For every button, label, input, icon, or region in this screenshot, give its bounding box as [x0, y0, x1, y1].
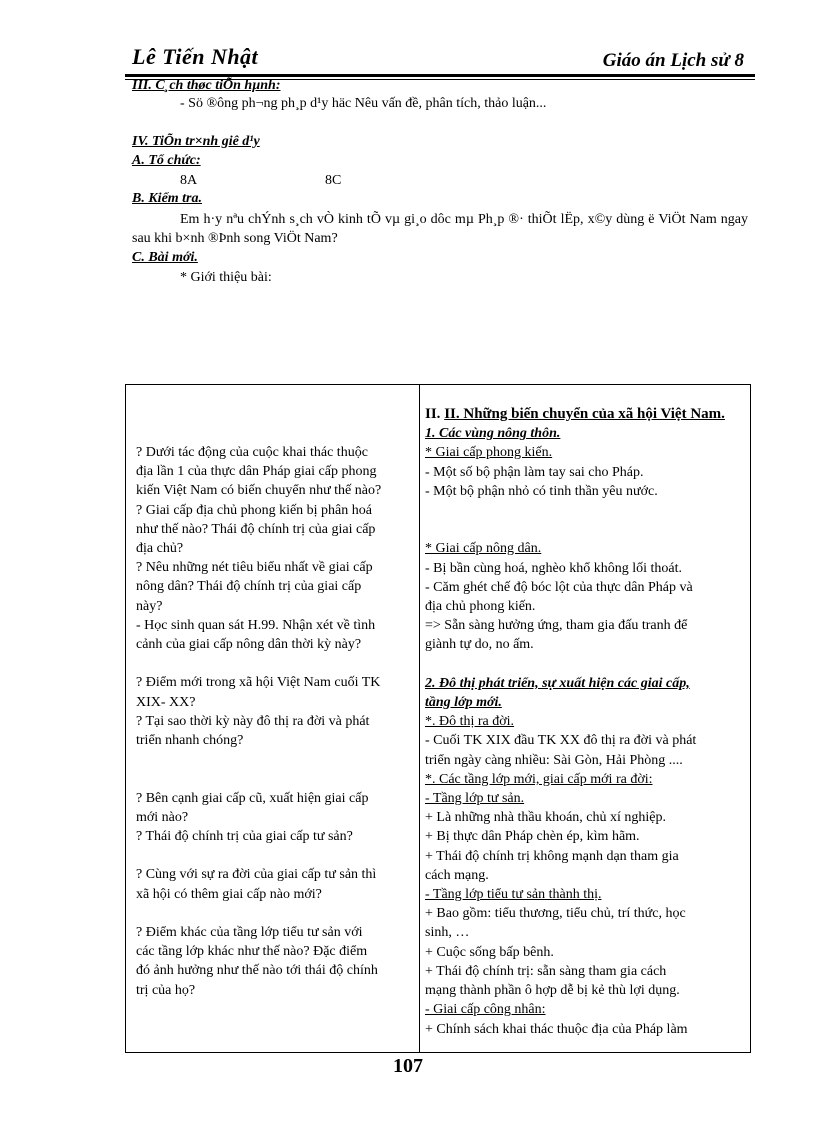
- content-line: địa chủ phong kiến.: [425, 599, 536, 615]
- content-column: [420, 385, 751, 1053]
- content-line: - Giai cấp công nhân:: [425, 1002, 546, 1018]
- content-line: *. Các tầng lớp mới, giai cấp mới ra đời:: [425, 771, 653, 787]
- content-line: - Một số bộ phận làm tay sai cho Pháp.: [425, 464, 644, 480]
- content-line: * Giai cấp nông dân.: [425, 541, 542, 557]
- content-line: [425, 655, 744, 674]
- question-line: ? Thái độ chính trị của giai cấp tư sản?: [136, 829, 353, 845]
- content-line: => Sẵn sàng hưởng ứng, tham gia đấu tranh để: [425, 618, 688, 634]
- question-line: [136, 654, 413, 673]
- question-line: cảnh của giai cấp nông dân thời kỳ này?: [136, 637, 362, 653]
- question-line: trị của họ?: [136, 982, 196, 998]
- content-line: sinh, …: [425, 925, 470, 941]
- content-line: - Bị bần cùng hoá, nghèo khổ không lối thoát.: [425, 560, 683, 576]
- content-line: [425, 501, 744, 520]
- question-line: ? Điểm khác của tầng lớp tiểu tư sản với: [136, 925, 363, 941]
- methods-heading: III. C¸ch thøc tiÕn hµnh:: [132, 78, 281, 93]
- header-subject: Giáo án Lịch sử 8: [602, 50, 744, 71]
- question-line: [136, 769, 413, 788]
- content-line: giành tự do, no ấm.: [425, 637, 534, 653]
- section-heading: II. II. Những biến chuyển của xã hội Việt Nam.: [425, 406, 725, 422]
- question-line: ? Giai cấp địa chủ phong kiến bị phân hoá: [136, 502, 372, 518]
- question-line: [136, 904, 413, 923]
- content-line: - Tầng lớp tiểu tư sản thành thị.: [425, 887, 602, 903]
- question-line: kiến Việt Nam có biến chuyển như thế nào?: [136, 483, 382, 499]
- new-lesson-heading: C. Bài mới.: [132, 250, 198, 265]
- organization-heading: A. Tổ chức:: [132, 153, 201, 168]
- content-line: [425, 520, 744, 539]
- question-line: địa lần 1 của thực dân Pháp giai cấp phong: [136, 464, 377, 480]
- subsection-heading: 1. Các vùng nông thôn.: [425, 426, 561, 442]
- questions-column: [126, 385, 420, 1053]
- content-line: triển ngày càng nhiều: Sài Gòn, Hải Phòng ....: [425, 752, 683, 768]
- question-line: triển nhanh chóng?: [136, 733, 244, 749]
- content-line: + Thái độ chính trị: sẵn sàng tham gia cách: [425, 963, 667, 979]
- content-line: - Căm ghét chế độ bóc lột của thực dân Pháp và: [425, 579, 693, 595]
- process-heading: IV. TiÕn tr×nh giê d¹y: [132, 134, 260, 149]
- content-line: cách mạng.: [425, 867, 489, 883]
- content-line: + Bao gồm: tiểu thương, tiểu chủ, trí thức, học: [425, 906, 686, 922]
- question-line: - Học sinh quan sát H.99. Nhận xét về tình: [136, 617, 376, 633]
- question-line: xã hội có thêm giai cấp nào mới?: [136, 886, 322, 902]
- content-line: - Một bộ phận nhỏ có tinh thần yêu nước.: [425, 483, 658, 499]
- question-line: [136, 846, 413, 865]
- content-line: + Chính sách khai thác thuộc địa của Pháp làm: [425, 1021, 688, 1037]
- content-line: + Thái độ chính trị không mạnh dạn tham gia: [425, 848, 679, 864]
- question-line: ? Nêu những nét tiêu biểu nhất về giai cấp: [136, 560, 373, 576]
- question-line: này?: [136, 598, 163, 614]
- content-line: - Cuối TK XIX đầu TK XX đô thị ra đời và phát: [425, 733, 697, 749]
- question-line: ? Tại sao thời kỳ này đô thị ra đời và phát: [136, 713, 370, 729]
- content-line: mạng thành phần ô hợp dễ bị kẻ thù lợi dụng.: [425, 983, 680, 999]
- question-line: như thế nào? Thái độ chính trị của giai cấp: [136, 521, 376, 537]
- content-line: *. Đô thị ra đời.: [425, 714, 515, 730]
- lesson-intro: * Giới thiệu bài:: [180, 270, 272, 285]
- question-line: ? Bên cạnh giai cấp cũ, xuất hiện giai cấp: [136, 790, 369, 806]
- subsection-heading: tầng lớp mới.: [425, 695, 502, 711]
- question-line: các tầng lớp khác như thế nào? Đặc điểm: [136, 944, 368, 960]
- content-line: + Là những nhà thầu khoán, chủ xí nghiệp.: [425, 810, 666, 826]
- methods-text: - Sö ®ông ph¬ng ph¸p d¹y häc Nêu vấn đề, phân tích, thảo luận...: [180, 96, 547, 111]
- page-number: 107: [393, 1055, 423, 1077]
- check-question: Em h·y nªu chÝnh s¸ch vÒ kinh tÕ vµ gi¸o dôc mµ Ph¸p ®· thiÕt lËp, x©y dùng ë ViÖt Nam ngay sau khi b×nh ®Þnh song ViÖt Nam?: [132, 212, 748, 246]
- class-8a: 8A: [180, 173, 198, 188]
- content-line: + Cuộc sống bấp bênh.: [425, 944, 554, 960]
- question-line: XIX- XX?: [136, 694, 196, 710]
- question-line: [136, 750, 413, 769]
- lesson-table: [125, 384, 751, 1053]
- question-line: ? Điểm mới trong xã hội Việt Nam cuối TK: [136, 675, 381, 691]
- content-line: - Tầng lớp tư sản.: [425, 791, 525, 807]
- content-line: + Bị thực dân Pháp chèn ép, kìm hãm.: [425, 829, 640, 845]
- header-author: Lê Tiến Nhật: [132, 44, 259, 69]
- question-line: nông dân? Thái độ chính trị của giai cấp: [136, 579, 362, 595]
- subsection-heading: 2. Đô thị phát triển, sự xuất hiện các giai cấp,: [425, 675, 690, 691]
- question-line: ? Dưới tác động của cuộc khai thác thuộc: [136, 445, 368, 460]
- question-line: địa chủ?: [136, 541, 184, 557]
- content-line: * Giai cấp phong kiến.: [425, 445, 553, 461]
- class-8c: 8C: [325, 173, 342, 188]
- question-line: đó ảnh hưởng như thế nào tới thái độ chính: [136, 963, 378, 979]
- question-line: mới nào?: [136, 809, 189, 825]
- question-line: ? Cùng với sự ra đời của giai cấp tư sản thì: [136, 867, 377, 883]
- check-heading: B. Kiểm tra.: [132, 191, 203, 206]
